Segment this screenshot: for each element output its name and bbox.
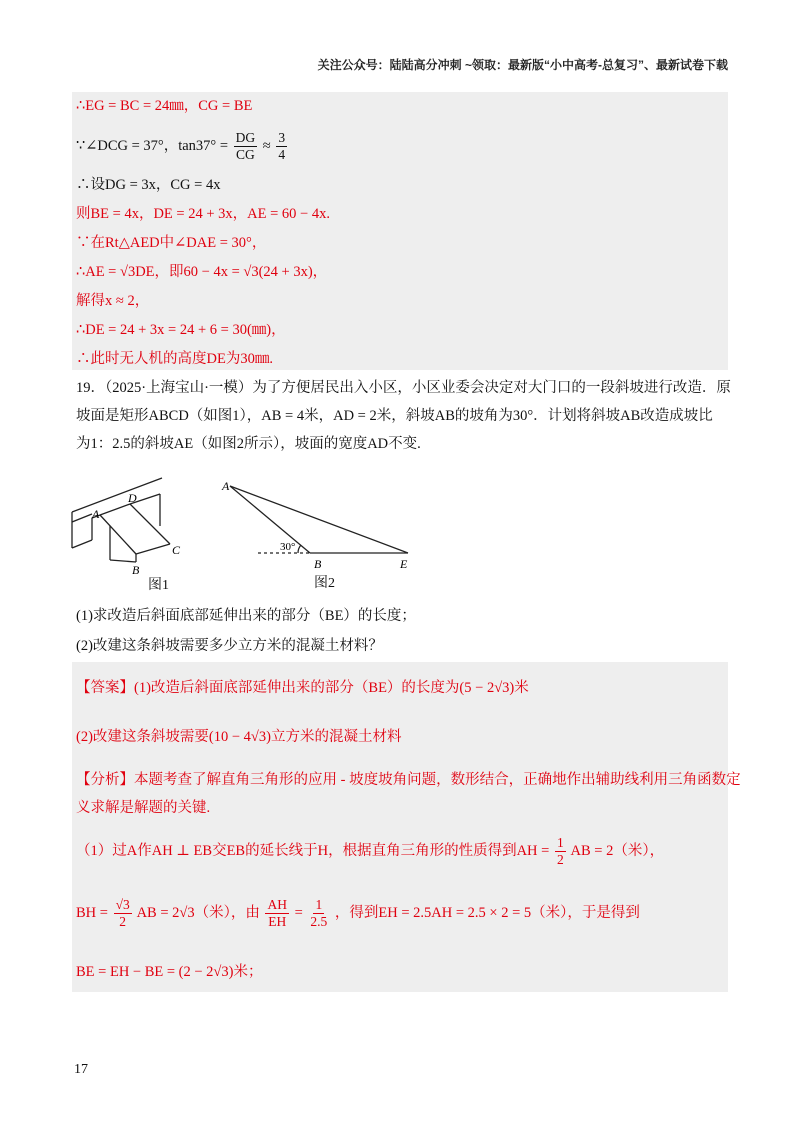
fig1-label-c: C <box>172 543 181 557</box>
fraction-denominator: 2.5 <box>310 914 328 929</box>
solution-line-1: ∴EG = BC = 24㎜，CG = BE <box>76 98 253 114</box>
figure-1 <box>70 470 200 590</box>
solution-line-6: ∴AE = √3DE，即60 − 4x = √3(24 + 3x)， <box>76 264 328 280</box>
figure-2-caption: 图2 <box>314 576 335 591</box>
solution-step-1-text: （1）过A作AH ⊥ EB交EB的延长线于H，根据直角三角形的性质得到AH = <box>76 842 550 859</box>
fraction-denominator: 2 <box>119 914 127 929</box>
fraction-numerator: 1 <box>315 897 323 912</box>
fraction-root3-over-2 <box>114 897 132 930</box>
fig1-label-a: A <box>92 507 100 521</box>
solution-line-8: ∴DE = 24 + 3x = 24 + 6 = 30(㎜)， <box>76 322 286 338</box>
solution-line-2-text: ∵∠DCG = 37°，tan37° = <box>76 137 229 154</box>
problem-line-1: 19．（2025·上海宝山·一模）为了方便居民出入小区，小区业委会决定对大门口的一段斜坡进行改造．原 <box>76 380 731 396</box>
equals-sign: = <box>294 904 303 921</box>
fig2-angle-label: 30° <box>280 541 296 553</box>
fraction-numerator: AH <box>267 897 287 912</box>
answer-box <box>72 662 728 992</box>
page-number: 17 <box>74 1062 88 1077</box>
fraction-dg-cg <box>234 130 258 163</box>
fig1-label-b: B <box>132 563 140 577</box>
solution-step-2-tail: ，得到EH = 2.5AH = 2.5 × 2 = 5（米），于是得到 <box>334 904 640 921</box>
fraction-denominator: CG <box>236 147 255 162</box>
approx-sign: ≈ <box>262 137 271 154</box>
fraction-ah-eh <box>265 897 289 930</box>
fraction-denominator: 2 <box>556 852 564 867</box>
answer-line-1: 【答案】(1)改造后斜面底部延伸出来的部分（BE）的长度为(5 − 2√3)米 <box>76 680 529 696</box>
fraction-1-over-2-5 <box>308 897 329 930</box>
fraction-numerator: DG <box>235 130 256 145</box>
solution-line-9: ∴此时无人机的高度DE为30㎜. <box>76 351 273 367</box>
analysis-line-1: 【分析】本题考查了解直角三角形的应用 - 坡度坡角问题，数形结合，正确地作出辅助线利用三角函数定 <box>76 772 741 788</box>
solution-line-5: ∵在Rt△AED中∠DAE = 30°， <box>76 235 267 251</box>
solution-step-3: BE = EH − BE = (2 − 2√3)米； <box>76 964 263 980</box>
question-1: (1)求改造后斜面底部延伸出来的部分（BE）的长度； <box>76 608 416 624</box>
solution-line-4: 则BE = 4x，DE = 24 + 3x，AE = 60 − 4x. <box>76 206 330 222</box>
analysis-line-2: 义求解是解题的关键. <box>76 800 211 816</box>
problem-line-2: 坡面是矩形ABCD（如图1），AB = 4米，AD = 2米，斜坡AB的坡角为30°．计划将斜坡AB改造成坡比 <box>76 408 713 424</box>
answer-line-2: (2)改建这条斜坡需要(10 − 4√3)立方米的混凝土材料 <box>76 729 402 745</box>
fig1-label-d: D <box>128 491 137 505</box>
fig2-label-e: E <box>400 557 408 571</box>
question-2: (2)改建这条斜坡需要多少立方米的混凝土材料？ <box>76 638 383 654</box>
fraction-numerator: √3 <box>115 897 130 912</box>
fraction-numerator: 1 <box>556 835 564 850</box>
solution-step-2-mid: AB = 2√3（米），由 <box>136 904 260 921</box>
figure-2 <box>218 476 418 576</box>
fig2-label-a: A <box>222 479 230 493</box>
problem-line-3: 为1：2.5的斜坡AE（如图2所示），坡面的宽度AD不变. <box>76 436 421 452</box>
solution-step-1-tail: AB = 2（米）， <box>570 842 665 859</box>
solution-line-2 <box>76 130 289 163</box>
solution-line-7: 解得x ≈ 2， <box>76 293 150 309</box>
fig2-label-b: B <box>314 557 322 571</box>
solution-step-1 <box>76 835 664 868</box>
fraction-denominator: EH <box>268 914 287 929</box>
fraction-one-half <box>555 835 566 868</box>
fraction-three-quarters <box>276 130 287 163</box>
solution-line-3: ∴设DG = 3x，CG = 4x <box>76 177 221 193</box>
page-header: 关注公众号：陆陆高分冲刺 ~领取：最新版“小中高考-总复习”、最新试卷下载 <box>317 58 728 72</box>
fraction-denominator: 4 <box>278 147 286 162</box>
solution-step-2 <box>76 897 640 930</box>
solution-step-2-text: BH = <box>76 904 108 921</box>
figure-1-caption: 图1 <box>148 578 169 593</box>
problem-statement <box>76 374 731 458</box>
fraction-numerator: 3 <box>278 130 286 145</box>
